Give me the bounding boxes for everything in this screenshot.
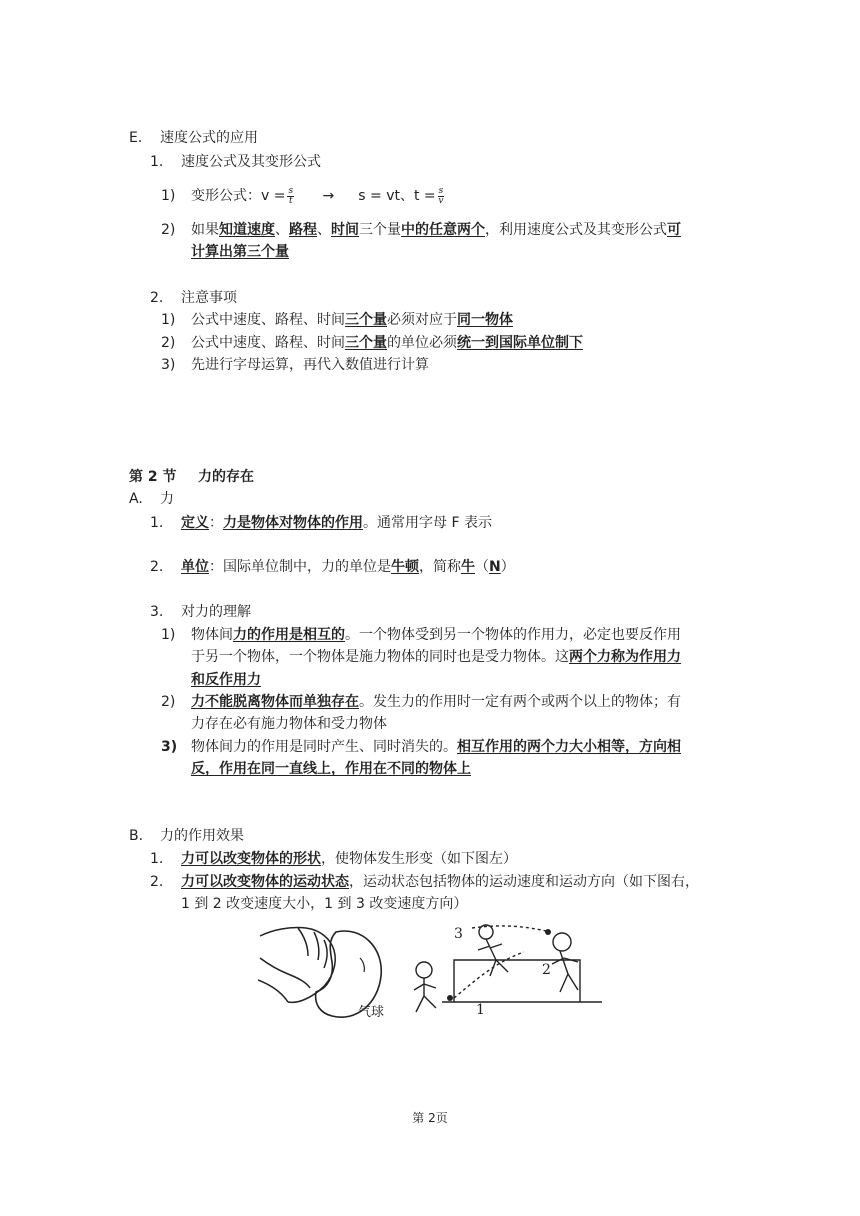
text-run: ，简称 [419, 559, 461, 575]
text-run: 于另一个物体，一个物体是施力物体的同时也是受力物体。这 [191, 649, 569, 665]
balloon-label: 气球 [358, 1005, 385, 1020]
player-kicker [414, 962, 436, 1012]
ball-icon [447, 995, 453, 1001]
text-run: 三个量 [359, 222, 401, 238]
item-num: 3. [150, 604, 164, 620]
paragraph-line [191, 310, 513, 330]
text-run: 公式中速度、路程、时间 [191, 312, 345, 328]
text-run: ） [500, 559, 515, 575]
item-num: 2. [150, 559, 164, 575]
paragraph-line [191, 714, 387, 734]
paragraph-line [191, 737, 681, 757]
sub-num: 1) [161, 188, 176, 204]
sub-num: 2) [161, 335, 176, 351]
paragraph-line [191, 759, 471, 779]
text-run: ，利用速度公式及其变形公式 [485, 222, 667, 238]
subsection-b-marker: B. [129, 828, 144, 844]
text-run: 力存在必有施力物体和受力物体 [191, 716, 387, 732]
text-run: ： [209, 515, 223, 531]
item-num: 1. [150, 154, 164, 170]
emphasis-text: 力不能脱离物体而单独存在 [191, 694, 359, 710]
item-num: 1. [150, 851, 164, 867]
emphasis-text: 计算出第三个量 [191, 244, 289, 260]
text-run: 、 [317, 222, 331, 238]
fraction-s-over-v [438, 187, 445, 206]
emphasis-text: 时间 [331, 222, 359, 238]
emphasis-text: 牛顿 [391, 559, 419, 575]
paragraph-line [191, 647, 681, 667]
fraction-denominator: t [288, 195, 293, 206]
balloon-deformation-figure [258, 918, 400, 1024]
emphasis-text: 反，作用在同一直线上，作用在不同的物体上 [191, 761, 471, 777]
ball-icon [545, 929, 551, 935]
sub-num: 2) [161, 694, 176, 710]
ball-trajectory [472, 926, 550, 932]
text-run: 1 到 2 改变速度大小，1 到 3 改变速度方向） [181, 896, 468, 912]
emphasis-text: 可 [667, 222, 681, 238]
paragraph-line [181, 849, 517, 869]
formula-v-eq: v = [261, 188, 286, 204]
text-run: ：国际单位制中，力的单位是 [209, 559, 391, 575]
goal-frame [454, 960, 580, 1002]
text-run: 。一个物体受到另一个物体的作用力，必定也要反作用 [345, 627, 681, 643]
section-heading-title: 力的存在 [198, 469, 254, 485]
ball-trajectory [454, 952, 524, 998]
emphasis-text: 同一物体 [457, 312, 513, 328]
paragraph-line [181, 894, 467, 914]
formula-line [191, 186, 446, 206]
formula-s-eq: s = vt、t = [358, 188, 436, 204]
paragraph-line [191, 670, 261, 690]
subsection-a-title: 力 [160, 491, 174, 507]
text-run: 。发生力的作用时一定有两个或两个以上的物体；有 [359, 694, 681, 710]
text-run: ，使物体发生形变（如下图左） [321, 851, 517, 867]
text-run: 。通常用字母 F 表示 [363, 515, 492, 531]
text-run: 的单位必须 [387, 335, 457, 351]
text-run: ，运动状态包括物体的运动速度和运动方向（如下图右， [349, 874, 699, 890]
paragraph-line [181, 557, 515, 577]
item-title: 注意事项 [181, 290, 237, 306]
emphasis-text: 单位 [181, 559, 209, 575]
item-title: 速度公式及其变形公式 [181, 154, 321, 170]
item-title: 对力的理解 [181, 604, 251, 620]
emphasis-text: N [489, 559, 501, 575]
text-run: 物体间 [191, 627, 233, 643]
section-e-title: 速度公式的应用 [160, 130, 258, 146]
item-num: 2. [150, 874, 164, 890]
emphasis-text: 定义 [181, 515, 209, 531]
section-e-marker: E. [129, 130, 143, 146]
subsection-a-marker: A. [129, 491, 143, 507]
paragraph-line [191, 220, 681, 240]
text-run: 公式中速度、路程、时间 [191, 335, 345, 351]
sub-num: 1) [161, 627, 176, 643]
emphasis-text: 两个力称为作用力 [569, 649, 681, 665]
player-header [552, 933, 578, 992]
paragraph-line [181, 513, 492, 533]
fraction-denominator: v [438, 195, 444, 206]
item-num: 2. [150, 290, 164, 306]
emphasis-text: 力可以改变物体的形状 [181, 851, 321, 867]
hand-illustration [258, 927, 335, 1002]
arrow-icon: → [322, 188, 335, 204]
text-run: 必须对应于 [387, 312, 457, 328]
item-num: 1. [150, 515, 164, 531]
emphasis-text: 知道速度 [219, 222, 275, 238]
emphasis-text: 统一到国际单位制下 [457, 335, 583, 351]
emphasis-text: 力的作用是相互的 [233, 627, 345, 643]
position-label-2: 2 [542, 962, 551, 978]
emphasis-text: 力可以改变物体的运动状态 [181, 874, 349, 890]
paragraph-line [181, 872, 699, 892]
balloon-highlight [360, 958, 364, 972]
position-label-3: 3 [454, 926, 463, 942]
sub-num: 3) [161, 739, 178, 755]
sub-num: 2) [161, 222, 176, 238]
position-label-1: 1 [476, 1002, 485, 1018]
emphasis-text: 和反作用力 [191, 672, 261, 688]
player-goalkeeper [478, 925, 508, 976]
emphasis-text: 中的任意两个 [401, 222, 485, 238]
fraction-s-over-t [287, 187, 294, 206]
subsection-b-title: 力的作用效果 [160, 828, 244, 844]
paragraph-line [191, 242, 289, 262]
paragraph-line [191, 692, 681, 712]
formula-prefix: 变形公式： [191, 188, 261, 204]
sub-num: 3) [161, 357, 176, 373]
paragraph-line [191, 625, 681, 645]
text-run: （ [475, 559, 489, 575]
fraction-numerator: s [288, 185, 294, 196]
text-run: 如果 [191, 222, 219, 238]
text-run: 物体间力的作用是同时产生、同时消失的。 [191, 739, 457, 755]
text-run: 、 [275, 222, 289, 238]
football-motion-figure [402, 918, 614, 1024]
paragraph-line [191, 355, 429, 375]
emphasis-text: 力是物体对物体的作用 [223, 515, 363, 531]
emphasis-text: 三个量 [345, 335, 387, 351]
emphasis-text: 相互作用的两个力大小相等，方向相 [457, 739, 681, 755]
emphasis-text: 路程 [289, 222, 317, 238]
text-run: 先进行字母运算，再代入数值进行计算 [191, 357, 429, 373]
sub-num: 1) [161, 312, 176, 328]
fraction-numerator: s [438, 185, 444, 196]
section-heading-number: 第 2 节 [129, 469, 177, 485]
emphasis-text: 三个量 [345, 312, 387, 328]
page-number: 第 2页 [412, 1111, 448, 1125]
paragraph-line [191, 333, 583, 353]
emphasis-text: 牛 [461, 559, 475, 575]
